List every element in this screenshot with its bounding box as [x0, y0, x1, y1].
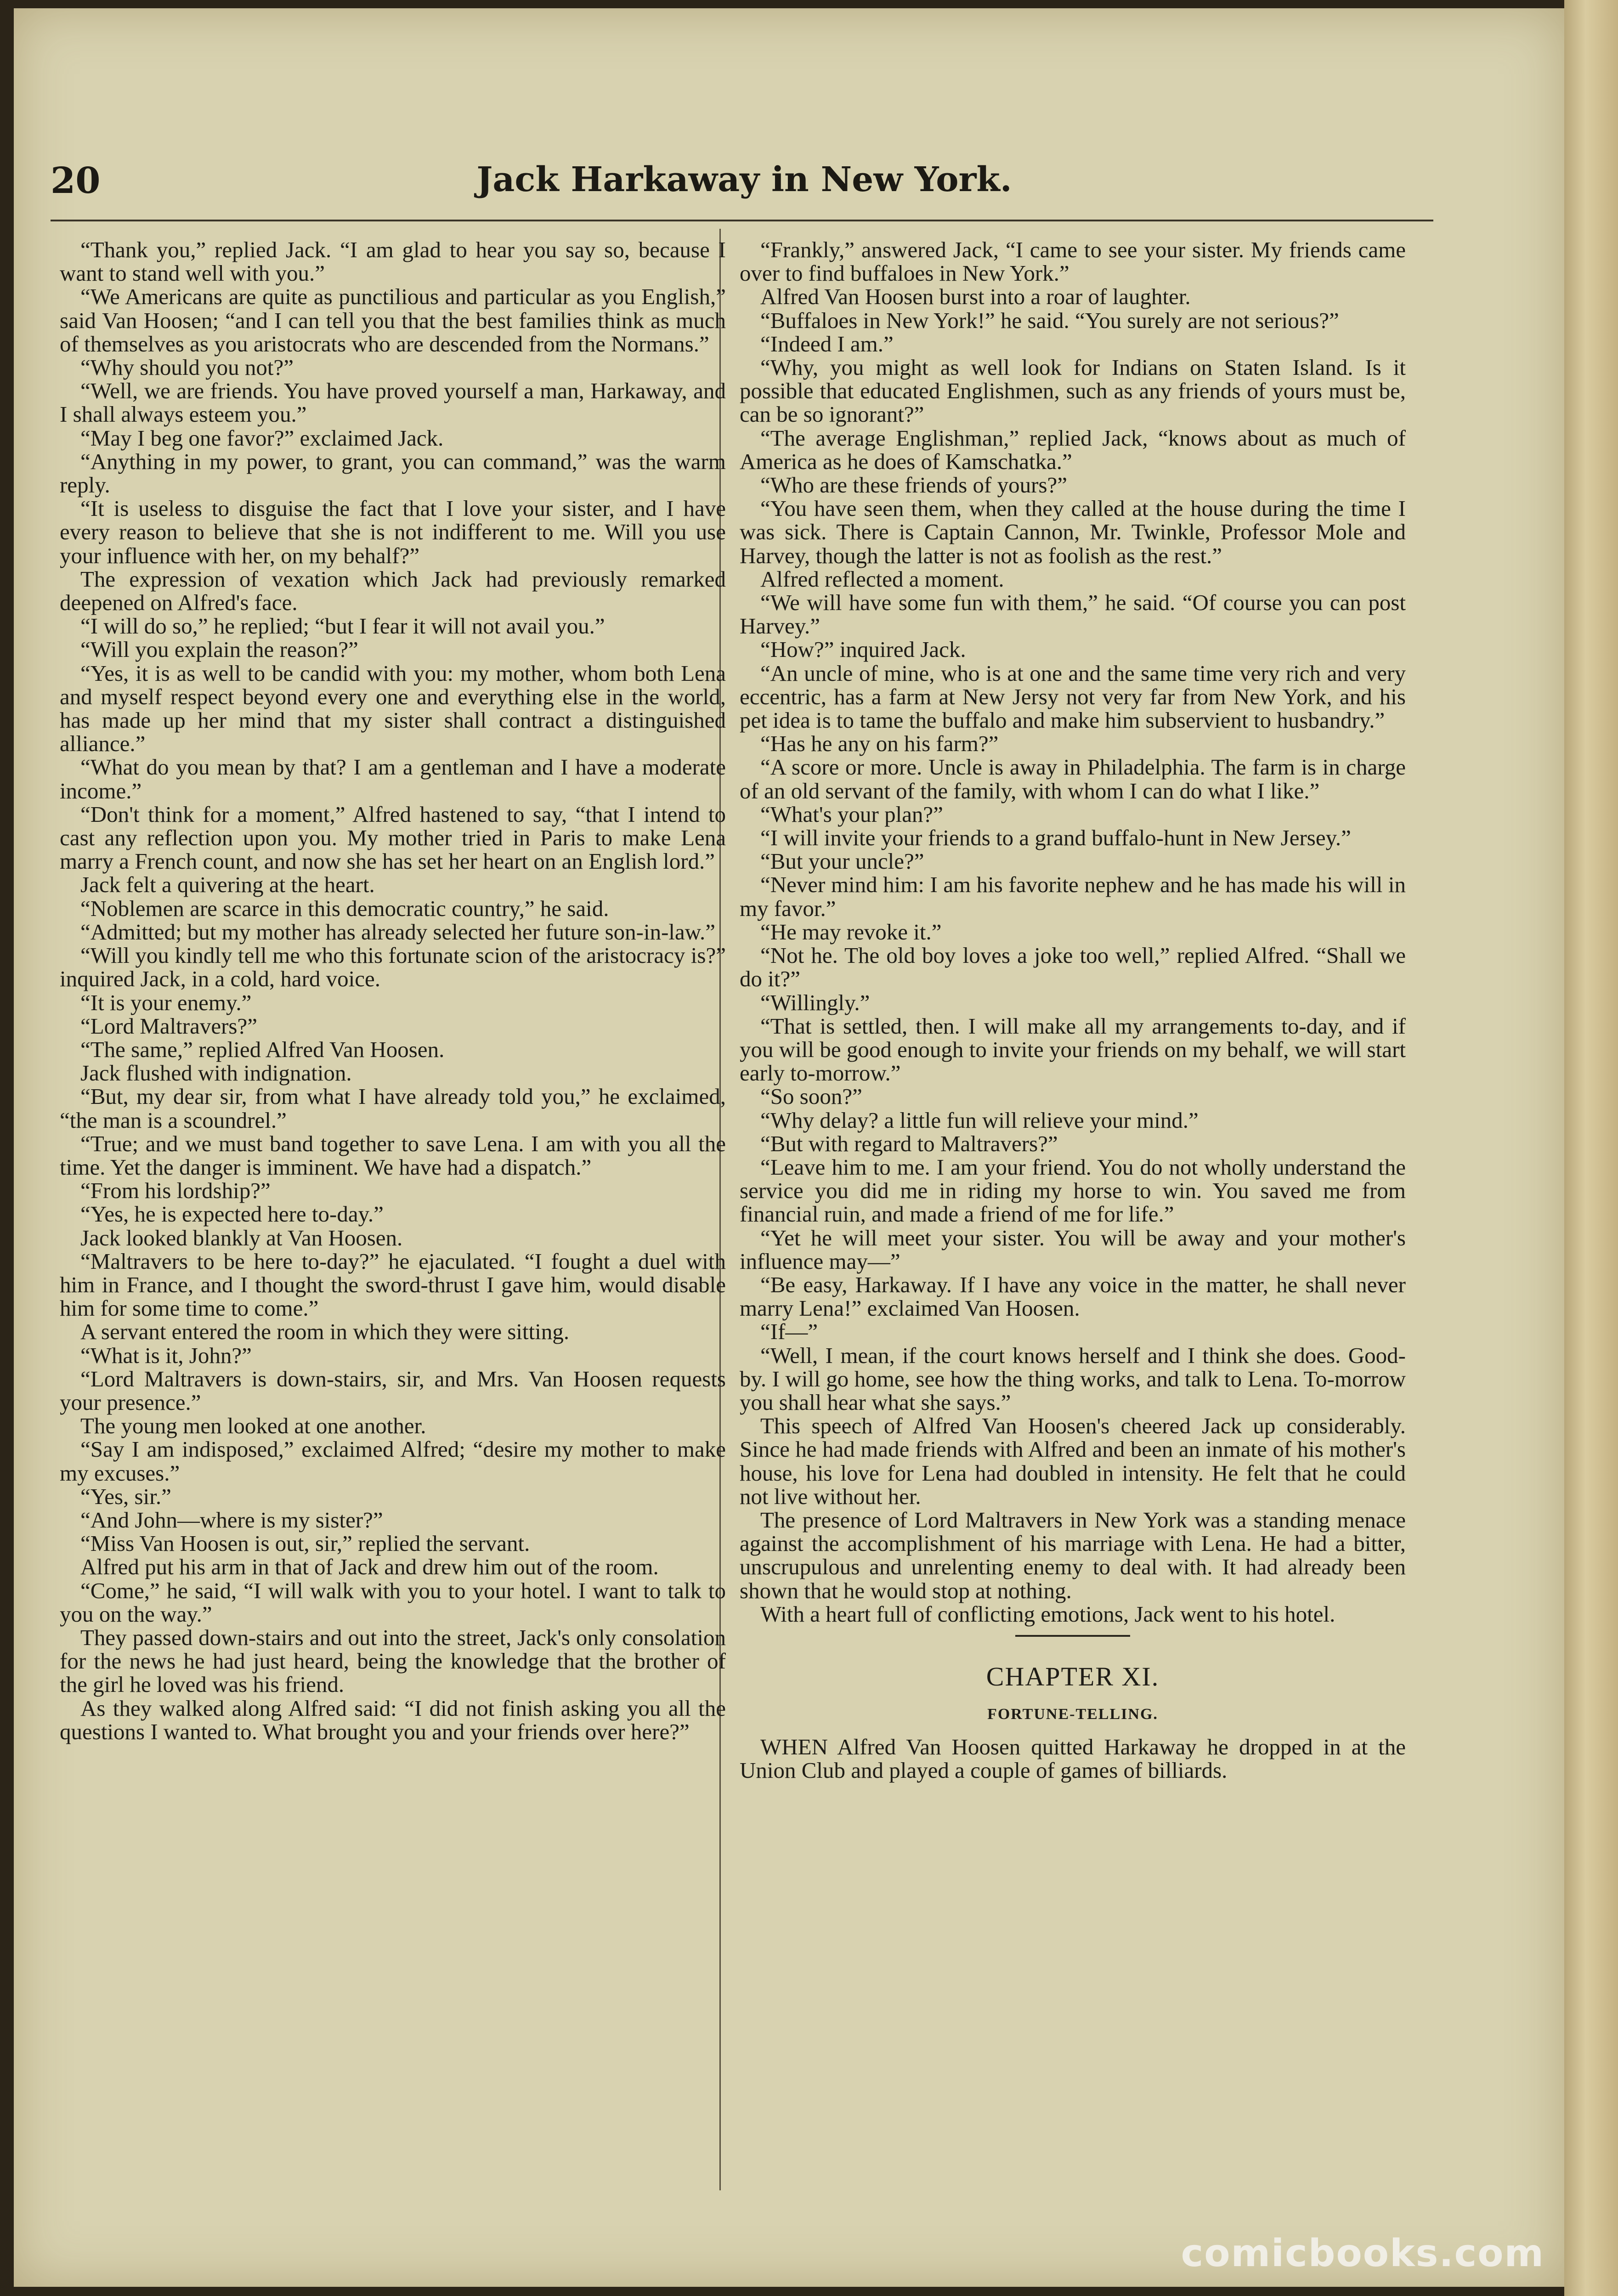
paragraph: “He may revoke it.” [760, 919, 942, 944]
paragraph: “I will do so,” he replied; “but I fear it will not avail you.” [80, 613, 605, 639]
paragraph: “Will you explain the reason?” [80, 637, 358, 662]
paragraph: “You have seen them, when they called at the house during the time I was sick. There is Captain Cannon, Mr. Twinkle, Professor Mole and Harvey, though the latter is not as foolish as the rest.” [740, 496, 1406, 568]
paragraph: “Frankly,” answered Jack, “I came to see your sister. My friends came over to find buffaloes in New York.” [740, 237, 1406, 286]
paragraph: As they walked along Alfred said: “I did not finish asking you all the questions I wanted to. What brought you and your friends over here?” [60, 1695, 726, 1744]
paragraph: “Say I am indisposed,” exclaimed Alfred; “desire my mother to make my excuses.” [60, 1436, 726, 1486]
page-number: 20 [51, 160, 101, 202]
paragraph: “Indeed I am.” [760, 331, 894, 356]
paragraph: “Miss Van Hoosen is out, sir,” replied the servant. [80, 1531, 530, 1556]
paragraph: “It is your enemy.” [80, 990, 252, 1015]
paragraph: “Well, we are friends. You have proved yourself a man, Harkaway, and I shall always esteem you.” [60, 378, 726, 427]
paragraph: “Lord Maltravers?” [80, 1013, 257, 1039]
paragraph: “Leave him to me. I am your friend. You do not wholly understand the service you did me in riding my horse to win. You saved me from financial ruin, and made a friend of me for life.” [740, 1154, 1406, 1227]
chapter-title: CHAPTER XI. [986, 1661, 1160, 1691]
paragraph: “Who are these friends of yours?” [760, 472, 1068, 498]
book-page [14, 8, 1564, 2287]
paragraph: “Will you kindly tell me who this fortunate scion of the aristocracy is?” inquired Jack, in a cold, hard voice. [60, 943, 726, 992]
paragraph: “Don't think for a moment,” Alfred hastened to say, “that I intend to cast any reflection upon you. My mother tried in Paris to make Lena marry a French count, and now she has set her heart on an English lord.” [60, 801, 726, 874]
paragraph: With a heart full of conflicting emotions, Jack went to his hotel. [760, 1601, 1335, 1627]
paragraph: “Buffaloes in New York!” he said. “You surely are not serious?” [760, 307, 1339, 333]
paragraph: “Yes, it is as well to be candid with you: my mother, whom both Lena and myself respect beyond every one and everything else in the world, has made up her mind that my sister shall contract a distinguished alliance.” [60, 660, 726, 757]
running-title: Jack Harkaway in New York. [476, 160, 1012, 199]
paragraph: “Not he. The old boy loves a joke too well,” replied Alfred. “Shall we do it?” [740, 943, 1406, 992]
paragraph: “But your uncle?” [760, 848, 924, 874]
paragraph: Jack flushed with indignation. [80, 1060, 352, 1086]
paragraph: Jack felt a quivering at the heart. [80, 872, 375, 898]
paragraph: Alfred reflected a moment. [760, 566, 1004, 592]
paragraph: A servant entered the room in which they were sitting. [80, 1319, 570, 1345]
paragraph: “But, my dear sir, from what I have already told you,” he exclaimed, “the man is a scoundrel.” [60, 1084, 726, 1133]
paragraph: “Lord Maltravers is down-stairs, sir, and Mrs. Van Hoosen requests your presence.” [60, 1366, 726, 1415]
paragraph: Alfred put his arm in that of Jack and drew him out of the room. [80, 1554, 659, 1580]
paragraph: “Why delay? a little fun will relieve your mind.” [760, 1107, 1199, 1133]
paragraph: “Maltravers to be here to-day?” he ejaculated. “I fought a duel with him in France, and I thought the sword-thrust I gave him, would disable him for some time to come.” [60, 1248, 726, 1321]
page-edge [1564, 0, 1618, 2296]
paragraph: “Anything in my power, to grant, you can command,” was the warm reply. [60, 448, 726, 498]
paragraph: “What's your plan?” [760, 801, 943, 827]
paragraph: “From his lordship?” [80, 1178, 271, 1204]
paragraph: “What do you mean by that? I am a gentleman and I have a moderate income.” [60, 754, 726, 803]
paragraph: “Yes, he is expected here to-day.” [80, 1201, 384, 1227]
paragraph: Jack looked blankly at Van Hoosen. [80, 1225, 403, 1250]
paragraph: “Never mind him: I am his favorite nephew and he has made his will in my favor.” [740, 872, 1406, 921]
paragraph: “Willingly.” [760, 990, 870, 1015]
section-break-rule [1015, 1635, 1130, 1637]
paragraph: “A score or more. Uncle is away in Philadelphia. The farm is in charge of an old servant of the family, with whom I can do what I like.” [740, 754, 1406, 803]
paragraph: “Be easy, Harkaway. If I have any voice in the matter, he shall never marry Lena!” exclaimed Van Hoosen. [740, 1272, 1406, 1321]
paragraph: “And John—where is my sister?” [80, 1507, 383, 1533]
right-column [740, 238, 1406, 1782]
paragraph: This speech of Alfred Van Hoosen's cheered Jack up considerably. Since he had made friends with Alfred and been an inmate of his mother's house, his love for Lena had doubled in intensity. He felt that he could not live without her. [740, 1413, 1406, 1509]
paragraph: “Noblemen are scarce in this democratic country,” he said. [80, 895, 609, 921]
paragraph: “The average Englishman,” replied Jack, “knows about as much of America as he does of Kamschatka.” [740, 425, 1406, 474]
paragraph: “We will have some fun with them,” he said. “Of course you can post Harvey.” [740, 590, 1406, 639]
paragraph: “That is settled, then. I will make all my arrangements to-day, and if you will be good enough to invite your friends on my behalf, we will start early to-morrow.” [740, 1013, 1406, 1086]
paragraph: “Well, I mean, if the court knows herself and I think she does. Good-by. I will go home, see how the thing works, and talk to Lena. To-morrow you shall hear what she says.” [740, 1342, 1406, 1415]
chapter-opening-paragraph: WHEN Alfred Van Hoosen quitted Harkaway he dropped in at the Union Club and played a couple of games of billiards. [740, 1734, 1406, 1783]
paragraph: “So soon?” [760, 1084, 862, 1109]
chapter-subtitle: FORTUNE-TELLING. [987, 1705, 1158, 1723]
paragraph: The presence of Lord Maltravers in New York was a standing menace against the accomplishment of his marriage with Lena. He had a bitter, unscrupulous and unrelenting enemy to deal with. It had already been shown that he would stop at nothing. [740, 1507, 1406, 1603]
paragraph: “Yes, sir.” [80, 1483, 171, 1509]
paragraph: “Admitted; but my mother has already selected her future son-in-law.” [80, 919, 715, 944]
paragraph: “Thank you,” replied Jack. “I am glad to hear you say so, because I want to stand well with you.” [60, 237, 726, 286]
paragraph: “Has he any on his farm?” [760, 731, 999, 757]
paragraph: They passed down-stairs and out into the street, Jack's only consolation for the news he had just heard, being the knowledge that the brother of the girl he loved was his friend. [60, 1624, 726, 1697]
paragraph: “How?” inquired Jack. [760, 637, 966, 662]
paragraph: “What is it, John?” [80, 1342, 252, 1368]
paragraph: “An uncle of mine, who is at one and the same time very rich and very eccentric, has a farm at New Jersy not very far from New York, and his pet idea is to tame the buffalo and make him subservient to husbandry.” [740, 660, 1406, 733]
paragraph: The young men looked at one another. [80, 1413, 426, 1439]
watermark-logo: comicbooks.com [1181, 2232, 1544, 2275]
header-rule [51, 220, 1433, 221]
paragraph: “If—” [760, 1319, 818, 1345]
paragraph: The expression of vexation which Jack had previously remarked deepened on Alfred's face. [60, 566, 726, 616]
paragraph: “May I beg one favor?” exclaimed Jack. [80, 425, 444, 451]
paragraph: “But with regard to Maltravers?” [760, 1131, 1058, 1156]
left-column [60, 238, 726, 1743]
paragraph: “Why should you not?” [80, 355, 294, 380]
paragraph: “We Americans are quite as punctilious and particular as you English,” said Van Hoosen; “and I can tell you that the best families think as much of themselves as you aristocrats who are descended from the Normans.” [60, 284, 726, 356]
paragraph: “Come,” he said, “I will walk with you to your hotel. I want to talk to you on the way.” [60, 1578, 726, 1627]
paragraph: “True; and we must band together to save Lena. I am with you all the time. Yet the danger is imminent. We have had a dispatch.” [60, 1131, 726, 1180]
paragraph: “Yet he will meet your sister. You will be away and your mother's influence may—” [740, 1225, 1406, 1274]
paragraph: “Why, you might as well look for Indians on Staten Island. Is it possible that educated Englishmen, such as any friends of yours must be, can be so ignorant?” [740, 355, 1406, 427]
paragraph: “It is useless to disguise the fact that I love your sister, and I have every reason to believe that she is not indifferent to me. Will you use your influence with her, on my behalf?” [60, 496, 726, 568]
page-header [51, 160, 1433, 210]
right-column-text [740, 238, 1406, 1626]
paragraph: “The same,” replied Alfred Van Hoosen. [80, 1036, 445, 1062]
paragraph: “I will invite your friends to a grand buffalo-hunt in New Jersey.” [760, 825, 1351, 851]
paragraph: Alfred Van Hoosen burst into a roar of laughter. [760, 284, 1191, 310]
